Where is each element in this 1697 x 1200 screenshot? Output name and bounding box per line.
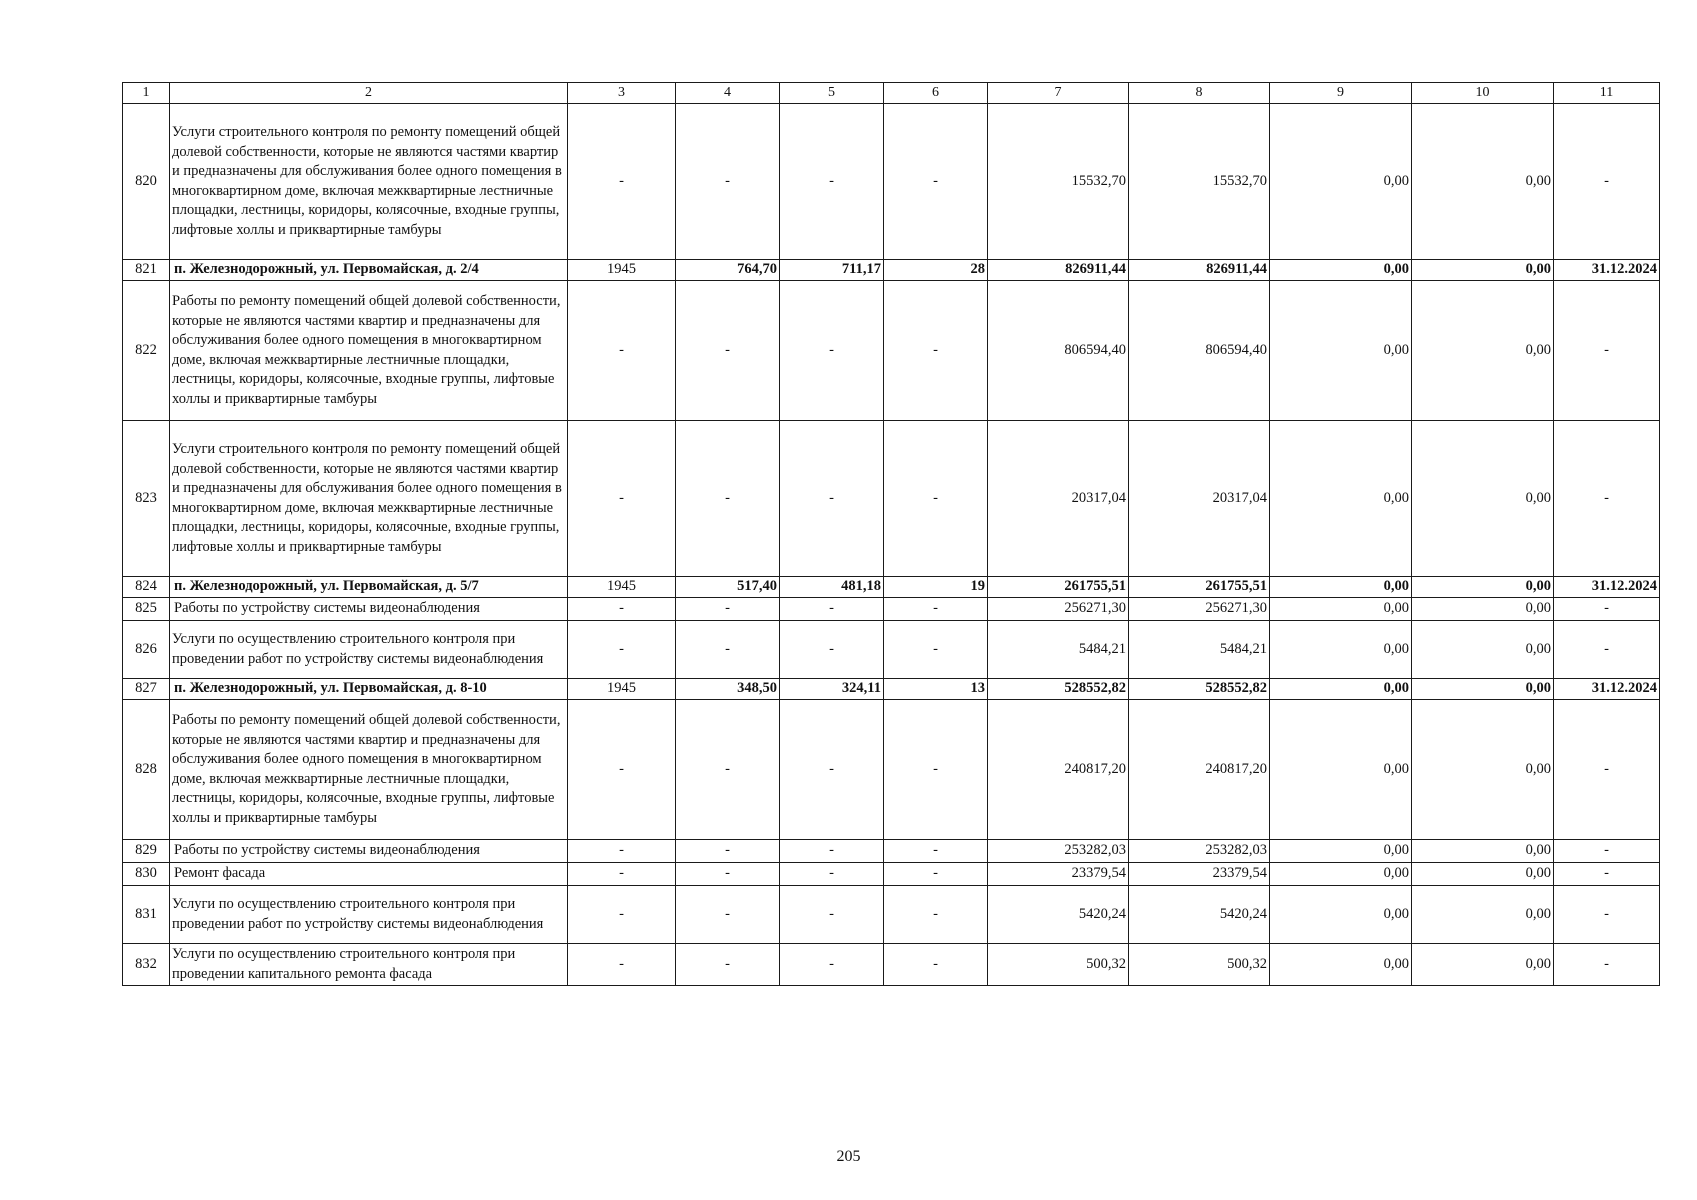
cell-col5: -	[780, 886, 884, 944]
cell-col5: 481,18	[780, 577, 884, 598]
cell-col6: -	[884, 598, 988, 621]
column-header: 11	[1554, 83, 1660, 104]
cell-col10: 0,00	[1412, 421, 1554, 577]
cell-col4: -	[676, 281, 780, 421]
cell-col6: -	[884, 700, 988, 840]
cell-col4: -	[676, 598, 780, 621]
cell-col6: -	[884, 281, 988, 421]
cell-date: 31.12.2024	[1554, 577, 1660, 598]
cell-col10: 0,00	[1412, 863, 1554, 886]
column-header: 7	[988, 83, 1129, 104]
cell-col9: 0,00	[1270, 104, 1412, 260]
row-description: Работы по ремонту помещений общей долевой собственности, которые не являются частями квартир и предназначены для обслуживания более одного помещения в многоквартирном доме, включая межквартирные лестничные площадки, лестницы, коридоры, колясочные, входные группы, лифтовые холлы и приквартирные тамбуры	[170, 281, 568, 421]
table-row	[123, 621, 1660, 679]
row-number: 820	[123, 104, 170, 260]
cell-year: -	[568, 621, 676, 679]
cell-date: 31.12.2024	[1554, 260, 1660, 281]
cell-col4: -	[676, 886, 780, 944]
cell-col6: -	[884, 944, 988, 986]
cell-col7: 20317,04	[988, 421, 1129, 577]
row-description: Работы по устройству системы видеонаблюдения	[170, 598, 568, 621]
row-number: 824	[123, 577, 170, 598]
cell-date: -	[1554, 104, 1660, 260]
cell-col6: -	[884, 621, 988, 679]
row-number: 825	[123, 598, 170, 621]
column-header: 6	[884, 83, 988, 104]
cell-col8: 256271,30	[1129, 598, 1270, 621]
cell-col9: 0,00	[1270, 421, 1412, 577]
row-description: Услуги по осуществлению строительного контроля при проведении работ по устройству системы видеонаблюдения	[170, 621, 568, 679]
cell-year: -	[568, 281, 676, 421]
cell-col7: 826911,44	[988, 260, 1129, 281]
row-number: 829	[123, 840, 170, 863]
cell-col8: 500,32	[1129, 944, 1270, 986]
cell-year: -	[568, 886, 676, 944]
cell-col7: 240817,20	[988, 700, 1129, 840]
cell-col9: 0,00	[1270, 863, 1412, 886]
cell-col9: 0,00	[1270, 260, 1412, 281]
table-row	[123, 863, 1660, 886]
cell-year: -	[568, 944, 676, 986]
cell-year: -	[568, 840, 676, 863]
cell-col5: -	[780, 863, 884, 886]
cell-date: -	[1554, 598, 1660, 621]
table-body	[123, 83, 1660, 986]
cell-col9: 0,00	[1270, 944, 1412, 986]
table-row	[123, 281, 1660, 421]
cell-col7: 500,32	[988, 944, 1129, 986]
cell-col4: -	[676, 840, 780, 863]
row-description: п. Железнодорожный, ул. Первомайская, д. 5/7	[170, 577, 568, 598]
cell-col9: 0,00	[1270, 621, 1412, 679]
cell-col8: 20317,04	[1129, 421, 1270, 577]
address-row	[123, 260, 1660, 281]
row-description: Работы по устройству системы видеонаблюдения	[170, 840, 568, 863]
table-row	[123, 421, 1660, 577]
table-row	[123, 944, 1660, 986]
cell-date: -	[1554, 944, 1660, 986]
row-description: п. Железнодорожный, ул. Первомайская, д. 2/4	[170, 260, 568, 281]
row-description: п. Железнодорожный, ул. Первомайская, д. 8-10	[170, 679, 568, 700]
table-row	[123, 886, 1660, 944]
row-description: Услуги по осуществлению строительного контроля при проведении капитального ремонта фасада	[170, 944, 568, 986]
column-header: 8	[1129, 83, 1270, 104]
cell-col10: 0,00	[1412, 840, 1554, 863]
column-header: 1	[123, 83, 170, 104]
column-header: 9	[1270, 83, 1412, 104]
cell-col6: -	[884, 840, 988, 863]
cell-col7: 5484,21	[988, 621, 1129, 679]
cell-col10: 0,00	[1412, 700, 1554, 840]
row-description: Услуги строительного контроля по ремонту помещений общей долевой собственности, которые не являются частями квартир и предназначены для обслуживания более одного помещения в многоквартирном доме, включая межквартирные лестничные площадки, лестницы, коридоры, колясочные, входные группы, лифтовые холлы и приквартирные тамбуры	[170, 104, 568, 260]
cell-col5: 324,11	[780, 679, 884, 700]
cell-col8: 240817,20	[1129, 700, 1270, 840]
table-row	[123, 840, 1660, 863]
cell-col8: 23379,54	[1129, 863, 1270, 886]
cell-col8: 806594,40	[1129, 281, 1270, 421]
cell-col10: 0,00	[1412, 598, 1554, 621]
cell-col9: 0,00	[1270, 281, 1412, 421]
cell-col4: -	[676, 863, 780, 886]
cell-col9: 0,00	[1270, 840, 1412, 863]
cell-date: 31.12.2024	[1554, 679, 1660, 700]
cell-date: -	[1554, 886, 1660, 944]
cell-col4: 764,70	[676, 260, 780, 281]
cell-col10: 0,00	[1412, 621, 1554, 679]
row-description: Работы по ремонту помещений общей долевой собственности, которые не являются частями квартир и предназначены для обслуживания более одного помещения в многоквартирном доме, включая межквартирные лестничные площадки, лестницы, коридоры, колясочные, входные группы, лифтовые холлы и приквартирные тамбуры	[170, 700, 568, 840]
column-header: 3	[568, 83, 676, 104]
cell-year: -	[568, 104, 676, 260]
cell-col10: 0,00	[1412, 104, 1554, 260]
row-number: 826	[123, 621, 170, 679]
cell-col5: -	[780, 104, 884, 260]
cell-col4: -	[676, 700, 780, 840]
row-number: 828	[123, 700, 170, 840]
data-table	[122, 82, 1660, 986]
column-header: 5	[780, 83, 884, 104]
cell-col8: 5420,24	[1129, 886, 1270, 944]
cell-col10: 0,00	[1412, 281, 1554, 421]
cell-col5: -	[780, 944, 884, 986]
cell-year: -	[568, 421, 676, 577]
row-description: Ремонт фасада	[170, 863, 568, 886]
cell-col8: 5484,21	[1129, 621, 1270, 679]
row-description: Услуги по осуществлению строительного контроля при проведении работ по устройству системы видеонаблюдения	[170, 886, 568, 944]
cell-col8: 528552,82	[1129, 679, 1270, 700]
cell-col5: -	[780, 621, 884, 679]
cell-col7: 256271,30	[988, 598, 1129, 621]
cell-col6: -	[884, 104, 988, 260]
cell-col9: 0,00	[1270, 598, 1412, 621]
cell-col6: -	[884, 421, 988, 577]
cell-date: -	[1554, 700, 1660, 840]
cell-col9: 0,00	[1270, 679, 1412, 700]
cell-col6: 13	[884, 679, 988, 700]
cell-col8: 826911,44	[1129, 260, 1270, 281]
cell-date: -	[1554, 421, 1660, 577]
cell-date: -	[1554, 840, 1660, 863]
row-number: 827	[123, 679, 170, 700]
header-row	[123, 83, 1660, 104]
cell-col5: 711,17	[780, 260, 884, 281]
cell-col5: -	[780, 598, 884, 621]
cell-col5: -	[780, 421, 884, 577]
cell-col5: -	[780, 281, 884, 421]
cell-col10: 0,00	[1412, 944, 1554, 986]
cell-col10: 0,00	[1412, 260, 1554, 281]
address-row	[123, 679, 1660, 700]
page-number: 205	[836, 1148, 861, 1165]
cell-date: -	[1554, 621, 1660, 679]
cell-col7: 15532,70	[988, 104, 1129, 260]
cell-col5: -	[780, 840, 884, 863]
column-header: 10	[1412, 83, 1554, 104]
cell-col8: 261755,51	[1129, 577, 1270, 598]
row-number: 831	[123, 886, 170, 944]
cell-col7: 5420,24	[988, 886, 1129, 944]
cell-col6: -	[884, 863, 988, 886]
row-number: 821	[123, 260, 170, 281]
row-number: 830	[123, 863, 170, 886]
row-description: Услуги строительного контроля по ремонту помещений общей долевой собственности, которые не являются частями квартир и предназначены для обслуживания более одного помещения в многоквартирном доме, включая межквартирные лестничные площадки, лестницы, коридоры, колясочные, входные группы, лифтовые холлы и приквартирные тамбуры	[170, 421, 568, 577]
cell-col10: 0,00	[1412, 886, 1554, 944]
column-header: 4	[676, 83, 780, 104]
cell-col4: -	[676, 421, 780, 577]
cell-col8: 15532,70	[1129, 104, 1270, 260]
cell-col7: 528552,82	[988, 679, 1129, 700]
table-row	[123, 598, 1660, 621]
cell-date: -	[1554, 281, 1660, 421]
cell-col4: 348,50	[676, 679, 780, 700]
cell-date: -	[1554, 863, 1660, 886]
cell-col7: 23379,54	[988, 863, 1129, 886]
cell-year: -	[568, 863, 676, 886]
cell-col5: -	[780, 700, 884, 840]
row-number: 822	[123, 281, 170, 421]
cell-col6: -	[884, 886, 988, 944]
cell-col7: 253282,03	[988, 840, 1129, 863]
cell-col7: 261755,51	[988, 577, 1129, 598]
cell-col10: 0,00	[1412, 577, 1554, 598]
cell-year: -	[568, 700, 676, 840]
cell-year: 1945	[568, 577, 676, 598]
cell-col4: -	[676, 104, 780, 260]
cell-col8: 253282,03	[1129, 840, 1270, 863]
cell-col6: 28	[884, 260, 988, 281]
cell-col9: 0,00	[1270, 577, 1412, 598]
cell-col4: -	[676, 944, 780, 986]
cell-year: -	[568, 598, 676, 621]
cell-col9: 0,00	[1270, 700, 1412, 840]
table-row	[123, 700, 1660, 840]
row-number: 832	[123, 944, 170, 986]
cell-col4: 517,40	[676, 577, 780, 598]
cell-col7: 806594,40	[988, 281, 1129, 421]
cell-col10: 0,00	[1412, 679, 1554, 700]
cell-col6: 19	[884, 577, 988, 598]
address-row	[123, 577, 1660, 598]
table-row	[123, 104, 1660, 260]
column-header: 2	[170, 83, 568, 104]
cell-col9: 0,00	[1270, 886, 1412, 944]
row-number: 823	[123, 421, 170, 577]
cell-col4: -	[676, 621, 780, 679]
cell-year: 1945	[568, 260, 676, 281]
cell-year: 1945	[568, 679, 676, 700]
